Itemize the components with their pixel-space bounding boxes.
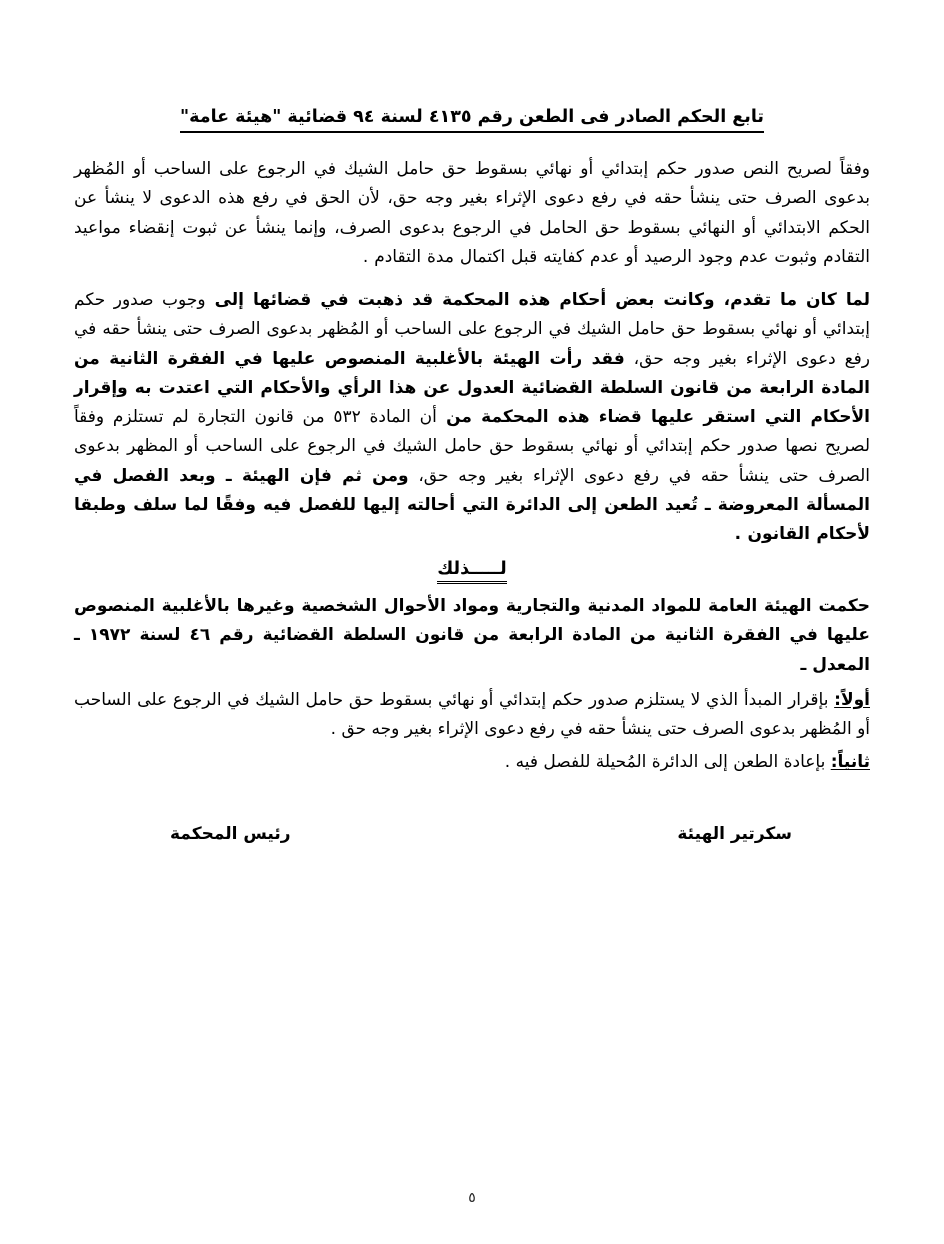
signature-block xyxy=(74,824,870,844)
clause-first-label: أولاً: xyxy=(834,689,870,710)
clause-second-label: ثانياً: xyxy=(830,752,870,773)
clause-second-text: بإعادة الطعن إلى الدائرة المُحيلة للفصل فيه . xyxy=(504,752,831,773)
paragraph-two-run-5: ومن ثم فإن الهيئة ـ وبعد الفصل في المسألة المعروضة ـ تُعيد الطعن إلى الدائرة التي أحالته إليها للفصل فيه وفقًا لما سلف وطبقا لأحكام القانون . xyxy=(74,465,870,545)
paragraph-two-run-2: وجوب صدور حكم إبتدائي أو نهائي بسقوط حق حامل الشيك في الرجوع على الساحب أو المُظهر بدعوى الصرف حتى ينشأ حقه في رفع دعوى الإثراء بغير وجه حق، xyxy=(74,290,870,369)
paragraph-two xyxy=(74,286,870,549)
therefore-heading xyxy=(74,559,870,584)
paragraph-one: وفقاً لصريح النص صدور حكم إبتدائي أو نهائي بسقوط حق حامل الشيك في الرجوع على الساحب أو المُظهر بدعوى الصرف حتى ينشأ حقه في رفع دعوى الإثراء بغير وجه حق، لأن الحق في رفع هذه الدعوى لا ينشأ عن الحكم الابتدائي أو النهائي بسقوط حق الحامل في الرجوع بدعوى الصرف، وإنما ينشأ عن ثبوت إنقضاء مواعيد التقادم وثبوت عدم وجود الرصيد أو عدم كفايته قبل اكتمال مدة التقادم . xyxy=(74,159,870,267)
page-number: ٥ xyxy=(468,1190,476,1206)
clause-second xyxy=(74,748,870,777)
clause-first-text: بإقرار المبدأ الذي لا يستلزم صدور حكم إبتدائي أو نهائي بسقوط حق حامل الشيك في الرجوع على الساحب أو المُظهر بدعوى الصرف حتى ينشأ حقه في رفع دعوى الإثراء بغير وجه حق . xyxy=(74,689,870,740)
paragraph-two-run-1: لما كان ما تقدم، وكانت بعض أحكام هذه المحكمة قد ذهبت في قضائها إلى xyxy=(205,290,870,311)
document-header xyxy=(74,104,870,135)
therefore-heading-text: لـــــذلك xyxy=(437,559,506,584)
signature-secretary: سكرتير الهيئة xyxy=(677,823,792,844)
ruling-statement: حكمت الهيئة العامة للمواد المدنية والتجارية ومواد الأحوال الشخصية وغيرها بالأغلبية المنصوص عليها في الفقرة الثانية من المادة الرابعة من قانون السلطة القضائية رقم ٤٦ لسنة ١٩٧٢ ـ المعدل ـ xyxy=(74,596,870,675)
signature-president: رئيس المحكمة xyxy=(170,823,291,844)
clause-first xyxy=(74,686,870,744)
document-header-text: تابع الحكم الصادر فى الطعن رقم ٤١٣٥ لسنة ٩٤ قضائية "هيئة عامة" xyxy=(180,104,764,133)
paragraph-two-run-4: أن المادة ٥٣٢ من قانون التجارة لم تستلزم وفقاً لصريح نصها صدور حكم إبتدائي أو نهائي بسقوط حق حامل الشيك في الرجوع على الساحب أو المظهر بدعوى الصرف حتى ينشأ حقه في رفع دعوى الإثراء بغير وجه حق، xyxy=(74,407,870,486)
paragraph-two-run-3: فقد رأت الهيئة بالأغلبية المنصوص عليها في الفقرة الثانية من المادة الرابعة من قانون السلطة القضائية العدول عن هذا الرأي والأحكام التي اعتدت به وإقرار الأحكام التي استقر عليها قضاء هذه المحكمة من xyxy=(74,348,870,428)
